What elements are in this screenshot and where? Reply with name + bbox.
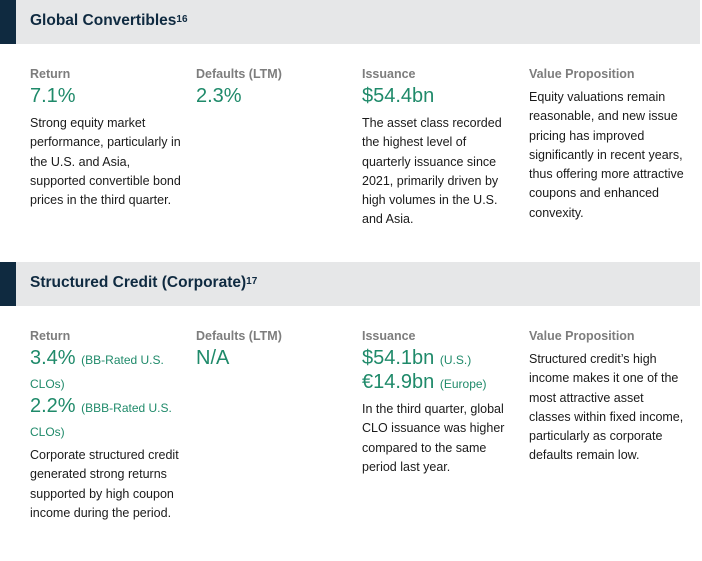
footnote-marker: 17 bbox=[246, 276, 258, 287]
return-column bbox=[30, 66, 185, 210]
return-column bbox=[30, 328, 185, 523]
issuance-value-us: $54.1bn (U.S.) bbox=[362, 347, 472, 369]
defaults-column bbox=[196, 328, 356, 370]
footnote-marker: 16 bbox=[176, 14, 188, 25]
defaults-value: N/A bbox=[196, 347, 230, 369]
section-title: Structured Credit (Corporate)$^{17}$ bbox=[30, 274, 258, 291]
issuance-description: The asset class recorded the highest level of quarterly issuance since 2021, primarily driven by high volumes in the U.S. and Asia. bbox=[362, 116, 502, 227]
value-proposition-column bbox=[529, 66, 687, 223]
return-value: 7.1% bbox=[30, 85, 76, 107]
return-description: Strong equity market performance, particularly in the U.S. and Asia, supported convertible bond prices in the third quarter. bbox=[30, 116, 181, 208]
issuance-description: In the third quarter, global CLO issuance was higher compared to the same period last year. bbox=[362, 402, 505, 474]
section-accent-bar bbox=[0, 0, 16, 44]
value-proposition-column bbox=[529, 328, 687, 466]
value-proposition-description: Structured credit’s high income makes it one of the most attractive asset classes within fixed income, particularly as corporate defaults remain low. bbox=[529, 352, 684, 463]
return-note-bb: (BB-Rated U.S. CLOs) bbox=[30, 353, 164, 391]
return-value-bbb: 2.2% (BBB-Rated U.S. CLOs) bbox=[30, 395, 172, 439]
return-note-bbb: (BBB-Rated U.S. CLOs) bbox=[30, 401, 172, 439]
defaults-column bbox=[196, 66, 356, 108]
return-description: Corporate structured credit generated strong returns supported by high coupon income during the period. bbox=[30, 448, 179, 520]
issuance-value-europe: €14.9bn (Europe) bbox=[362, 371, 487, 393]
section-header-global-convertibles bbox=[0, 0, 700, 44]
issuance-note-europe: (Europe) bbox=[439, 377, 487, 391]
return-label: Return bbox=[30, 329, 71, 343]
section-title: Global Convertibles$^{16}$ bbox=[30, 12, 188, 29]
issuance-value: $54.4bn bbox=[362, 85, 435, 107]
issuance-label: Issuance bbox=[362, 329, 416, 343]
value-proposition-description: Equity valuations remain reasonable, and new issue pricing has improved significantly in recent years, thus offering more attractive coupons and enhanced convexity. bbox=[529, 90, 684, 220]
return-label: Return bbox=[30, 67, 71, 81]
defaults-label: Defaults (LTM) bbox=[196, 329, 282, 343]
issuance-label: Issuance bbox=[362, 67, 416, 81]
section-accent-bar bbox=[0, 262, 16, 306]
issuance-column bbox=[362, 66, 514, 230]
return-value-bb: 3.4% (BB-Rated U.S. CLOs) bbox=[30, 347, 164, 391]
defaults-label: Defaults (LTM) bbox=[196, 67, 282, 81]
section-header-structured-credit bbox=[0, 262, 700, 306]
issuance-note-us: (U.S.) bbox=[439, 353, 472, 367]
issuance-column bbox=[362, 328, 514, 477]
defaults-value: 2.3% bbox=[196, 85, 242, 107]
value-proposition-label: Value Proposition bbox=[529, 67, 635, 81]
value-proposition-label: Value Proposition bbox=[529, 329, 635, 343]
